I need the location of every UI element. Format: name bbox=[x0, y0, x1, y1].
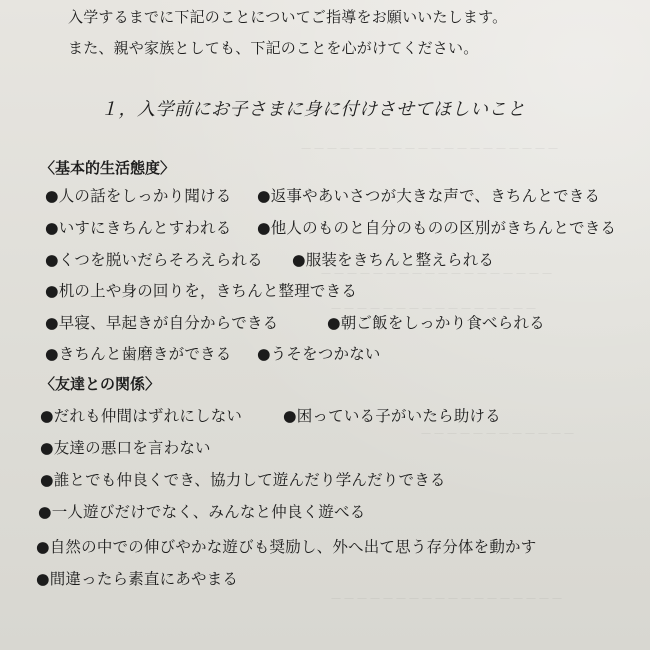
basic-item: ●いすにきちんとすわれる bbox=[45, 219, 232, 237]
show-through-text: －－－－－－－－－－－－－－－－－－ bbox=[320, 267, 555, 281]
section-title: １，入学前にお子さまに身に付けさせてほしいこと bbox=[100, 99, 526, 120]
friends-item: ●困っている子がいたら助ける bbox=[283, 407, 501, 425]
friends-item: ●友達の悪口を言わない bbox=[40, 439, 211, 457]
subheading-friend-relations: 〈友達との関係〉 bbox=[40, 375, 161, 393]
friends-item: ●誰とでも仲良くでき、協力して遊んだり学んだりできる bbox=[40, 471, 446, 489]
basic-item: ●早寝、早起きが自分からできる bbox=[45, 314, 279, 332]
basic-item: ●くつを脱いだらそろえられる bbox=[45, 251, 263, 269]
friends-item: ●だれも仲間はずれにしない bbox=[40, 407, 243, 425]
show-through-text: －－－－－－－－－－－－－－－－－－－－ bbox=[300, 142, 561, 156]
basic-item: ●人の話をしっかり聞ける bbox=[45, 187, 232, 205]
friends-item: ●間違ったら素直にあやまる bbox=[36, 570, 239, 588]
basic-item: ●うそをつかない bbox=[257, 345, 381, 363]
show-through-text: －－－－－－－－－－－－－－－－－－ bbox=[330, 592, 565, 606]
friends-item: ●一人遊びだけでなく、みんなと仲良く遊べる bbox=[38, 503, 366, 521]
intro-line-1: 入学するまでに下記のことについてご指導をお願いいたします。 bbox=[68, 8, 508, 26]
friends-item: ●自然の中での伸びやかな遊びも奨励し、外へ出て思う存分体を動かす bbox=[36, 538, 537, 556]
basic-item: ●服装をきちんと整えられる bbox=[292, 251, 495, 269]
basic-item: ●朝ご飯をしっかり食べられる bbox=[327, 314, 545, 332]
show-through-text: －－－－－－－－－－－－ bbox=[420, 427, 577, 441]
basic-item: ●返事やあいさつが大きな声で、きちんとできる bbox=[257, 187, 601, 205]
show-through-text: －－－－－－－－－－－－－－－－ bbox=[330, 302, 539, 316]
basic-item: ●他人のものと自分のものの区別がきちんとできる bbox=[257, 219, 617, 237]
basic-item: ●きちんと歯磨きができる bbox=[45, 345, 232, 363]
subheading-basic-attitude: 〈基本的生活態度〉 bbox=[40, 159, 176, 177]
basic-item: ●机の上や身の回りを，きちんと整理できる bbox=[45, 282, 358, 300]
intro-line-2: また、親や家族としても、下記のことを心がけてください。 bbox=[68, 39, 479, 57]
